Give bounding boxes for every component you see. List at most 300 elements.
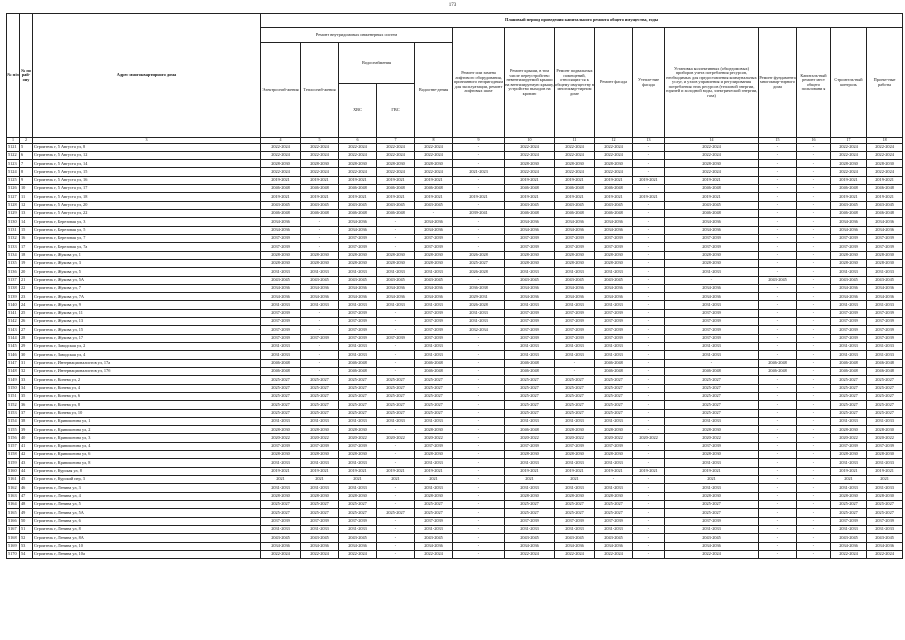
cell-insulation: - [633,476,665,484]
cell-roof: 2034-2036 [505,293,555,301]
cell-gvs: 2031-2033 [377,301,415,309]
cell-gvs: - [377,517,415,525]
cell-meters: 2037-2039 [665,517,759,525]
cell-drain: 2025-2027 [415,401,453,409]
cell-capital-repair: - [797,284,831,292]
cell-roof: 2028-2030 [505,451,555,459]
cell-lift: - [453,442,505,450]
cell-design: 2028-2030 [867,259,903,267]
cell-address: Строитель г, Жукова ул, 7 [33,284,261,292]
cell-lift: - [453,525,505,533]
cell-control: 2031-2033 [831,268,867,276]
cell-hvs: 2037-2039 [339,318,377,326]
cell-meters: 2025-2027 [665,384,759,392]
cell-gvs: - [377,343,415,351]
cell-roof: 2037-2039 [505,326,555,334]
cell-roof: 2028-2030 [505,492,555,500]
cell-meters: 2019-2021 [665,193,759,201]
cell-row-index: 5154 [7,417,20,425]
cell-drain: 2028-2030 [415,259,453,267]
cell-gvs: 2025-2027 [377,509,415,517]
cell-design: 2031-2033 [867,484,903,492]
table-row [7,401,903,409]
cell-row-index: 5130 [7,218,20,226]
cell-electric: 2031-2033 [261,301,301,309]
cell-capital-repair: - [797,509,831,517]
cell-meters: 2022-2024 [665,151,759,159]
cell-roof: 2028-2030 [505,251,555,259]
cell-address: Строитель г, 5 Августа ул, 17 [33,185,261,193]
cell-lift: - [453,367,505,375]
table-row [7,293,903,301]
cell-facade: 2037-2039 [595,243,633,251]
cell-control: 2034-2036 [831,226,867,234]
cell-hvs: 2021 [339,476,377,484]
cell-facade: 2028-2030 [595,492,633,500]
cell-hvs: 2028-2030 [339,259,377,267]
cell-roof: 2037-2039 [505,234,555,242]
cell-hvs: 2034-2036 [339,542,377,550]
cell-district-index: 21 [20,276,33,284]
cell-meters: 2037-2039 [665,234,759,242]
cell-foundation: - [759,176,797,184]
cell-gvs: 2046-2048 [377,210,415,218]
cell-insulation: - [633,259,665,267]
cell-district-index: 10 [20,185,33,193]
cell-facade: 2022-2024 [595,143,633,151]
cell-basement: 2043-2045 [555,201,595,209]
cell-district-index: 25 [20,309,33,317]
cell-basement: 2031-2033 [555,351,595,359]
cell-roof: 2022-2024 [505,550,555,558]
cell-address: Строитель г, Ленина ул, 6 [33,517,261,525]
cell-control: 2028-2030 [831,259,867,267]
cell-heat: 2021 [301,476,339,484]
cell-foundation: - [759,484,797,492]
cell-row-index: 5139 [7,293,20,301]
table-row [7,534,903,542]
cell-lift: - [453,343,505,351]
cell-roof: 2019-2021 [505,193,555,201]
table-row [7,442,903,450]
cell-design: 2034-2036 [867,284,903,292]
cell-lift: - [453,426,505,434]
table-row [7,334,903,342]
cell-capital-repair: - [797,550,831,558]
cell-heat: - [301,367,339,375]
cell-roof: 2037-2039 [505,243,555,251]
cell-drain: 2019-2021 [415,193,453,201]
cell-foundation: 2043-2045 [759,276,797,284]
cell-drain: 2028-2030 [415,160,453,168]
table-row [7,525,903,533]
cell-address: Строитель г, Березовая ул, 7а [33,243,261,251]
cell-lift: - [453,351,505,359]
cell-meters: 2028-2030 [665,160,759,168]
cell-facade: 2019-2021 [595,193,633,201]
cell-hvs: 2043-2045 [339,201,377,209]
cell-heat: 2043-2045 [301,201,339,209]
cell-lift: - [453,243,505,251]
cell-capital-repair: - [797,542,831,550]
header-facade: Ремонт фасада [595,28,633,138]
cell-basement: 2028-2030 [555,492,595,500]
cell-drain: 2031-2033 [415,525,453,533]
cell-hvs: 2025-2027 [339,401,377,409]
cell-foundation: - [759,259,797,267]
cell-capital-repair: - [797,293,831,301]
cell-row-index: 5136 [7,268,20,276]
cell-electric: 2034-2036 [261,218,301,226]
cell-basement: 2028-2030 [555,160,595,168]
cell-drain: 2037-2039 [415,442,453,450]
cell-heat: - [301,326,339,334]
cell-facade: 2028-2030 [595,259,633,267]
cell-control: 2025-2027 [831,401,867,409]
cell-design: 2022-2024 [867,550,903,558]
cell-heat: 2037-2039 [301,442,339,450]
cell-design: 2025-2027 [867,500,903,508]
cell-gvs: 2025-2027 [377,392,415,400]
cell-roof: 2043-2045 [505,201,555,209]
cell-design: 2046-2048 [867,359,903,367]
cell-insulation: - [633,201,665,209]
cell-design: 2043-2045 [867,534,903,542]
cell-row-index: 5131 [7,226,20,234]
cell-insulation: - [633,168,665,176]
cell-capital-repair: - [797,351,831,359]
table-row [7,492,903,500]
cell-foundation: - [759,251,797,259]
cell-lift: - [453,451,505,459]
cell-insulation: - [633,426,665,434]
cell-address: Строитель г, Конева ул, 10 [33,409,261,417]
cell-basement: 2046-2048 [555,210,595,218]
cell-roof: 2034-2036 [505,542,555,550]
cell-district-index: 52 [20,534,33,542]
cell-electric: 2025-2027 [261,392,301,400]
cell-capital-repair: - [797,525,831,533]
cell-meters: 2043-2045 [665,534,759,542]
cell-capital-repair: - [797,442,831,450]
cell-roof: 2025-2027 [505,509,555,517]
cell-basement: 2019-2021 [555,467,595,475]
table-row [7,484,903,492]
cell-electric: 2025-2027 [261,500,301,508]
cell-district-index: 44 [20,467,33,475]
cell-roof: 2028-2030 [505,259,555,267]
cell-hvs: 2046-2048 [339,367,377,375]
cell-district-index: 28 [20,334,33,342]
table-body [7,143,903,559]
cell-design: 2034-2036 [867,218,903,226]
cell-capital-repair: - [797,151,831,159]
cell-capital-repair: - [797,218,831,226]
cell-facade: 2034-2036 [595,542,633,550]
cell-district-index: 18 [20,251,33,259]
cell-roof: 2037-2039 [505,517,555,525]
table-row [7,226,903,234]
cell-insulation: - [633,525,665,533]
cell-district-index: 45 [20,476,33,484]
cell-capital-repair: - [797,326,831,334]
cell-insulation: - [633,500,665,508]
column-number: 6 [339,138,377,144]
cell-district-index: 42 [20,451,33,459]
cell-basement: 2037-2039 [555,334,595,342]
cell-address: Строитель г, 5 Августа ул, 15 [33,168,261,176]
cell-roof: 2025-2027 [505,376,555,384]
cell-insulation: 2019-2021 [633,467,665,475]
cell-control: 2028-2030 [831,451,867,459]
cell-control: 2034-2036 [831,218,867,226]
cell-control: 2028-2030 [831,426,867,434]
cell-row-index: 5162 [7,484,20,492]
header-gvs: ГВС [391,107,400,113]
cell-drain: 2034-2036 [415,226,453,234]
cell-electric: 2028-2030 [261,451,301,459]
cell-address: Строитель г, Жукова ул, 13 [33,318,261,326]
cell-row-index: 5168 [7,534,20,542]
column-number: 10 [505,138,555,144]
cell-row-index: 5153 [7,409,20,417]
cell-heat: 2031-2033 [301,301,339,309]
header-foundation: Ремонт фундамента многоквар-тирного дома [759,28,797,138]
cell-lift: 2026-2028 [453,301,505,309]
cell-capital-repair: - [797,251,831,259]
cell-basement: 2025-2027 [555,500,595,508]
cell-district-index: 46 [20,484,33,492]
cell-design: 2028-2030 [867,492,903,500]
cell-address: Строитель г, Конева ул, 4 [33,384,261,392]
table-row [7,185,903,193]
cell-meters: 2043-2045 [665,201,759,209]
cell-district-index: 8 [20,168,33,176]
table-row [7,210,903,218]
cell-hvs: 2037-2039 [339,334,377,342]
cell-drain: 2037-2039 [415,234,453,242]
cell-electric: 2028-2030 [261,251,301,259]
cell-row-index: 5143 [7,326,20,334]
cell-control: 2028-2030 [831,160,867,168]
cell-roof: 2022-2024 [505,168,555,176]
cell-foundation: - [759,168,797,176]
cell-heat: - [301,343,339,351]
cell-meters: 2037-2039 [665,334,759,342]
header-address: Адрес многоквартирного дома [33,14,261,138]
header-heat: Теплоснаб-жения [301,43,339,138]
cell-insulation: - [633,218,665,226]
cell-design: 2043-2045 [867,201,903,209]
cell-row-index: 5150 [7,384,20,392]
cell-address: Строитель г, Жукова ул, 17 [33,334,261,342]
cell-address: Строитель г, Кривошеина ул, 2 [33,426,261,434]
cell-meters: 2025-2027 [665,500,759,508]
cell-capital-repair: - [797,309,831,317]
header-insulation: Утепле-ние фасада [633,28,665,138]
cell-lift: - [453,234,505,242]
cell-row-index: 5165 [7,509,20,517]
cell-roof: 2043-2045 [505,276,555,284]
cell-hvs: 2031-2033 [339,525,377,533]
cell-row-index: 5132 [7,234,20,242]
cell-facade: 2031-2033 [595,268,633,276]
cell-hvs: 2022-2024 [339,550,377,558]
cell-insulation: 2019-2021 [633,176,665,184]
cell-row-index: 5122 [7,151,20,159]
cell-foundation: - [759,293,797,301]
table-row [7,259,903,267]
cell-roof: 2031-2033 [505,459,555,467]
cell-gvs: 2031-2033 [377,417,415,425]
table-row [7,301,903,309]
cell-district-index: 19 [20,259,33,267]
column-number: 14 [665,138,759,144]
cell-design: 2037-2039 [867,517,903,525]
cell-meters: 2020-2022 [665,434,759,442]
cell-insulation: - [633,160,665,168]
cell-basement: 2025-2027 [555,409,595,417]
cell-hvs: 2022-2024 [339,143,377,151]
cell-facade: 2025-2027 [595,401,633,409]
cell-design: 2028-2030 [867,451,903,459]
cell-facade: 2020-2022 [595,434,633,442]
cell-basement: 2043-2045 [555,276,595,284]
cell-gvs: - [377,442,415,450]
cell-foundation: - [759,284,797,292]
cell-row-index: 5121 [7,143,20,151]
cell-roof: 2037-2039 [505,442,555,450]
cell-lift: - [453,467,505,475]
cell-insulation: - [633,301,665,309]
cell-control: 2025-2027 [831,409,867,417]
cell-row-index: 5138 [7,284,20,292]
cell-row-index: 5142 [7,318,20,326]
cell-roof: 2031-2033 [505,484,555,492]
table-row [7,451,903,459]
cell-control: 2025-2027 [831,509,867,517]
cell-foundation: - [759,409,797,417]
column-number: 12 [595,138,633,144]
table-row [7,359,903,367]
cell-gvs: - [377,326,415,334]
cell-design: 2037-2039 [867,334,903,342]
cell-gvs: 2022-2024 [377,151,415,159]
cell-lift: - [453,534,505,542]
cell-design: 2021 [867,476,903,484]
cell-facade: 2028-2030 [595,251,633,259]
cell-hvs: 2020-2022 [339,434,377,442]
table-row [7,467,903,475]
cell-facade: 2034-2036 [595,218,633,226]
cell-hvs: 2019-2021 [339,176,377,184]
cell-electric: 2025-2027 [261,376,301,384]
cell-gvs: 2020-2022 [377,434,415,442]
cell-lift: - [453,409,505,417]
cell-hvs: 2031-2033 [339,459,377,467]
cell-heat: 2022-2024 [301,550,339,558]
cell-facade: 2025-2027 [595,376,633,384]
cell-district-index: 16 [20,234,33,242]
cell-district-index: 43 [20,459,33,467]
cell-basement: - [555,359,595,367]
cell-drain: 2037-2039 [415,326,453,334]
cell-row-index: 5141 [7,309,20,317]
cell-heat: 2031-2033 [301,525,339,533]
cell-address: Строитель г, Конева ул, 6 [33,392,261,400]
cell-capital-repair: - [797,176,831,184]
cell-gvs: 2022-2024 [377,143,415,151]
cell-roof: 2037-2039 [505,309,555,317]
cell-lift: - [453,542,505,550]
cell-capital-repair: - [797,517,831,525]
cell-capital-repair: - [797,334,831,342]
cell-gvs: 2028-2030 [377,160,415,168]
cell-capital-repair: - [797,492,831,500]
cell-foundation: - [759,384,797,392]
header-internal-systems: Ремонт внутридомовых инженерных систем [261,28,453,43]
cell-lift: - [453,160,505,168]
cell-electric: 2034-2036 [261,542,301,550]
cell-control: 2046-2048 [831,367,867,375]
cell-capital-repair: - [797,451,831,459]
cell-electric: 2037-2039 [261,334,301,342]
cell-insulation: - [633,226,665,234]
cell-electric: 2031-2033 [261,417,301,425]
cell-meters: 2034-2036 [665,293,759,301]
cell-drain: 2025-2027 [415,409,453,417]
cell-hvs: 2031-2033 [339,268,377,276]
cell-address: Строитель г, Конева ул, 2 [33,376,261,384]
cell-hvs: 2025-2027 [339,384,377,392]
cell-electric: 2021 [261,476,301,484]
cell-facade: 2025-2027 [595,500,633,508]
cell-district-index: 37 [20,409,33,417]
cell-gvs: 2034-2036 [377,293,415,301]
cell-lift: 2026-2028 [453,251,505,259]
cell-row-index: 5135 [7,259,20,267]
table-row [7,268,903,276]
cell-drain: 2020-2022 [415,434,453,442]
cell-basement: 2031-2033 [555,459,595,467]
cell-lift: 2031-2033 [453,309,505,317]
cell-electric: 2034-2036 [261,293,301,301]
cell-roof: 2021 [505,476,555,484]
cell-hvs: 2019-2021 [339,193,377,201]
cell-address: Строитель г, Интернационалистов ул, 17а [33,359,261,367]
cell-district-index: 40 [20,434,33,442]
cell-drain: 2034-2036 [415,293,453,301]
cell-facade: 2043-2045 [595,201,633,209]
cell-heat: 2031-2033 [301,459,339,467]
cell-control: 2022-2024 [831,550,867,558]
cell-gvs: 2019-2021 [377,176,415,184]
cell-district-index: 39 [20,426,33,434]
cell-control: 2019-2021 [831,193,867,201]
cell-hvs: 2031-2033 [339,484,377,492]
cell-address: Строитель г, Ленина ул, 8А [33,534,261,542]
cell-facade: 2028-2030 [595,160,633,168]
cell-basement: 2034-2036 [555,293,595,301]
cell-design: 2025-2027 [867,409,903,417]
cell-district-index: 48 [20,500,33,508]
cell-roof: 2046-2048 [505,359,555,367]
cell-district-index: 27 [20,326,33,334]
cell-heat: 2025-2027 [301,509,339,517]
cell-insulation: - [633,459,665,467]
cell-gvs: 2019-2021 [377,193,415,201]
cell-design: 2022-2024 [867,168,903,176]
